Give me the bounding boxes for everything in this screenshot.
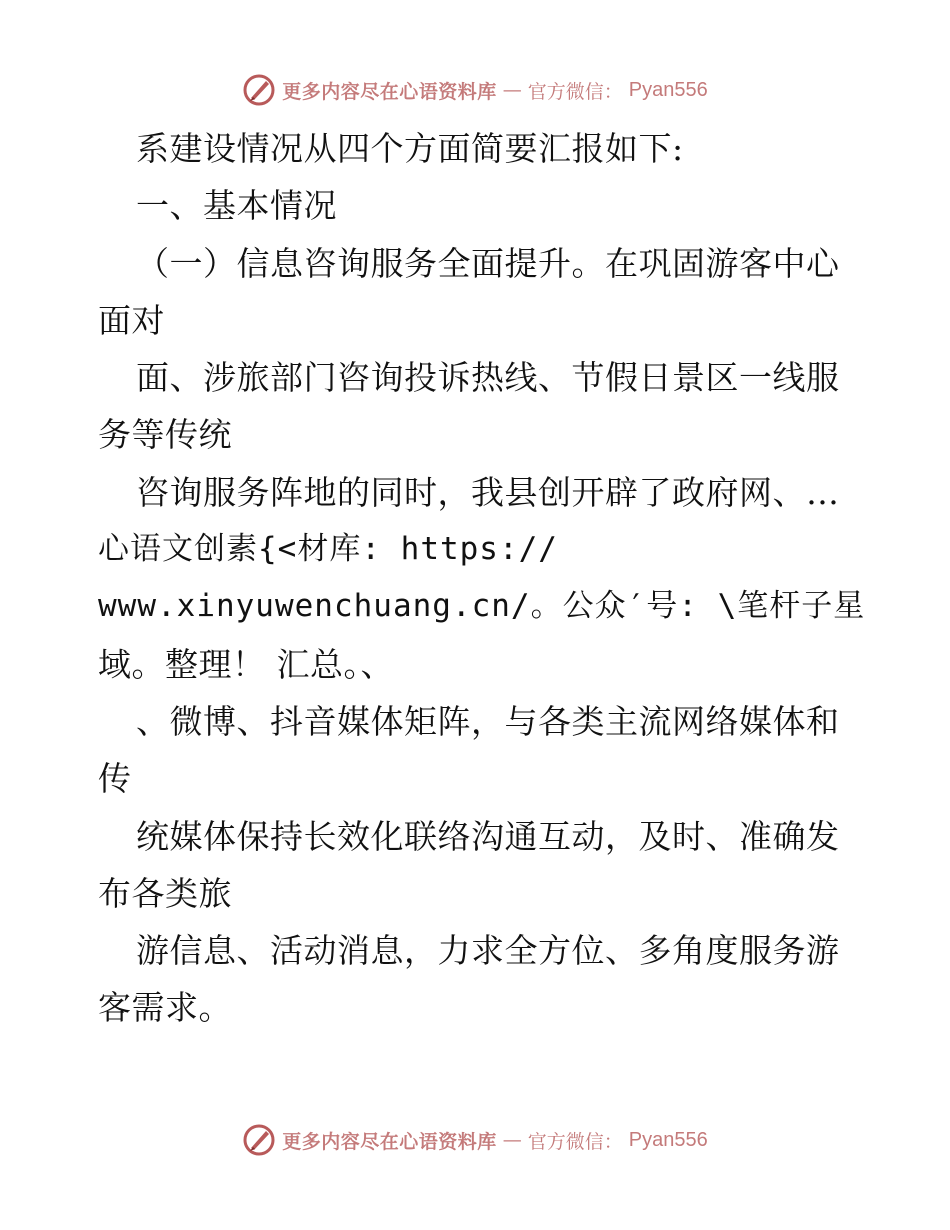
paragraph-line: （一）信息咨询服务全面提升。在巩固游客中心	[136, 243, 840, 283]
watermark-wechat-id: Pyan556	[628, 1128, 708, 1151]
watermark-wechat-id: Pyan556	[628, 78, 708, 101]
footer-watermark	[0, 1120, 950, 1160]
paragraph-line: 系建设情况从四个方面简要汇报如下:	[136, 129, 684, 168]
watermark-dash: —	[502, 79, 522, 101]
paragraph-line: 域。整理！ 汇总。、	[98, 644, 394, 684]
paragraph-line: 面、涉旅部门咨询投诉热线、节假日景区一线服	[136, 358, 840, 398]
paragraph-line: 咨询服务阵地的同时，我县创开辟了政府网、…	[136, 472, 840, 512]
watermark-wechat-label: 官方微信：	[527, 1130, 623, 1153]
paragraph-line: 传	[98, 759, 132, 799]
watermark-wechat-label: 官方微信：	[527, 80, 623, 103]
paragraph-line: www.xinyuwenchuang.cn/。公众′号: \笔杆子星	[98, 588, 866, 625]
paragraph-line: 布各类旅	[98, 873, 232, 913]
quill-seal-icon	[242, 1123, 276, 1157]
paragraph-line: 客需求。	[98, 988, 232, 1028]
paragraph-line: 游信息、活动消息，力求全方位、多角度服务游	[136, 931, 840, 971]
quill-seal-icon	[242, 73, 276, 107]
paragraph-line: 务等传统	[98, 415, 232, 455]
watermark-brand-text: 更多内容尽在心语资料库	[282, 1130, 497, 1153]
paragraph-line: 统媒体保持长效化联络沟通互动，及时、准确发	[136, 816, 840, 856]
document-body	[98, 120, 866, 1037]
watermark-brand-text: 更多内容尽在心语资料库	[282, 80, 497, 103]
paragraph-line: 心语文创素{<材库: https://	[98, 531, 558, 568]
paragraph-line: 、微博、抖音媒体矩阵，与各类主流网络媒体和	[136, 701, 840, 741]
header-watermark	[0, 70, 950, 110]
watermark-dash: —	[502, 1129, 522, 1151]
paragraph-line: 面对	[98, 300, 165, 340]
section-heading: 一、基本情况	[136, 186, 337, 226]
